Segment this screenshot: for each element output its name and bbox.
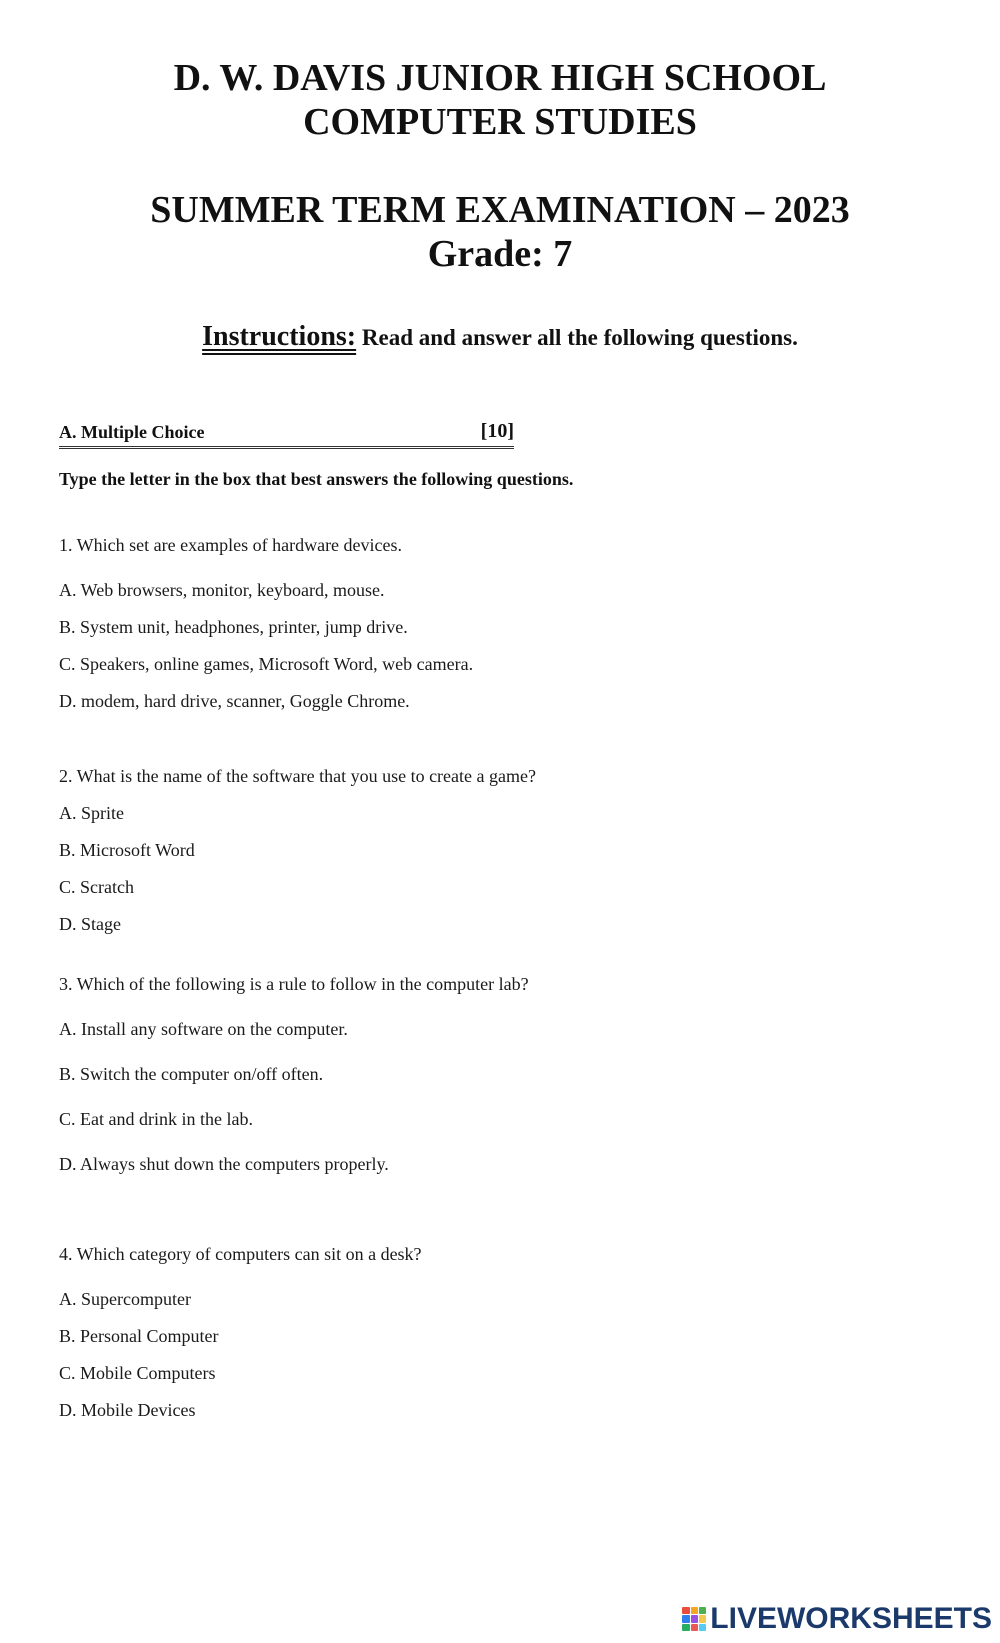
question-4-option-a: A. Supercomputer: [59, 1289, 191, 1309]
question-4-option-b: B. Personal Computer: [59, 1326, 219, 1346]
question-3-option-d: D. Always shut down the computers properly.: [59, 1154, 389, 1174]
instructions: [0, 322, 1000, 353]
question-1-option-d: D. modem, hard drive, scanner, Goggle Chrome.: [59, 691, 410, 711]
question-4-option-c: C. Mobile Computers: [59, 1363, 216, 1383]
liveworksheets-logo-icon: [682, 1607, 706, 1631]
instructions-label: Instructions:: [202, 321, 357, 352]
section-title: A. Multiple Choice: [59, 422, 205, 442]
question-2-text: 2. What is the name of the software that you use to create a game?: [59, 766, 536, 786]
logo-square: [691, 1624, 698, 1631]
question-4-text: 4. Which category of computers can sit on a desk?: [59, 1244, 422, 1264]
question-1-option-b: B. System unit, headphones, printer, jump drive.: [59, 617, 408, 637]
question-2-option-d: D. Stage: [59, 914, 121, 934]
question-1-option-a: A. Web browsers, monitor, keyboard, mouse.: [59, 580, 385, 600]
logo-square: [682, 1615, 689, 1622]
section-marks: [10]: [480, 420, 514, 442]
question-1-text: 1. Which set are examples of hardware devices.: [59, 535, 403, 555]
watermark-text: LIVEWORKSHEETS: [710, 1602, 992, 1635]
logo-square: [682, 1607, 689, 1614]
logo-square: [682, 1624, 689, 1631]
section-header: [59, 420, 514, 449]
logo-square: [691, 1615, 698, 1622]
exam-header: [0, 56, 1000, 276]
question-2-option-c: C. Scratch: [59, 877, 134, 897]
question-4-option-d: D. Mobile Devices: [59, 1400, 196, 1420]
subject-title: COMPUTER STUDIES: [303, 101, 697, 143]
liveworksheets-watermark: [682, 1599, 992, 1639]
instructions-text: Read and answer all the following questions.: [356, 325, 798, 350]
question-1-option-c: C. Speakers, online games, Microsoft Word, web camera.: [59, 654, 474, 674]
question-3-text: 3. Which of the following is a rule to follow in the computer lab?: [59, 974, 529, 994]
logo-square: [691, 1607, 698, 1614]
logo-square: [699, 1615, 706, 1622]
school-name: D. W. DAVIS JUNIOR HIGH SCHOOL: [173, 57, 827, 99]
exam-title: SUMMER TERM EXAMINATION – 2023: [150, 189, 850, 231]
section-directions: Type the letter in the box that best answers the following questions.: [59, 469, 574, 489]
question-2-option-b: B. Microsoft Word: [59, 840, 195, 860]
question-3-option-a: A. Install any software on the computer.: [59, 1019, 348, 1039]
grade-label: Grade: 7: [427, 233, 573, 275]
question-3-option-c: C. Eat and drink in the lab.: [59, 1109, 253, 1129]
question-3-option-b: B. Switch the computer on/off often.: [59, 1064, 324, 1084]
logo-square: [699, 1607, 706, 1614]
question-2-option-a: A. Sprite: [59, 803, 124, 823]
logo-square: [699, 1624, 706, 1631]
